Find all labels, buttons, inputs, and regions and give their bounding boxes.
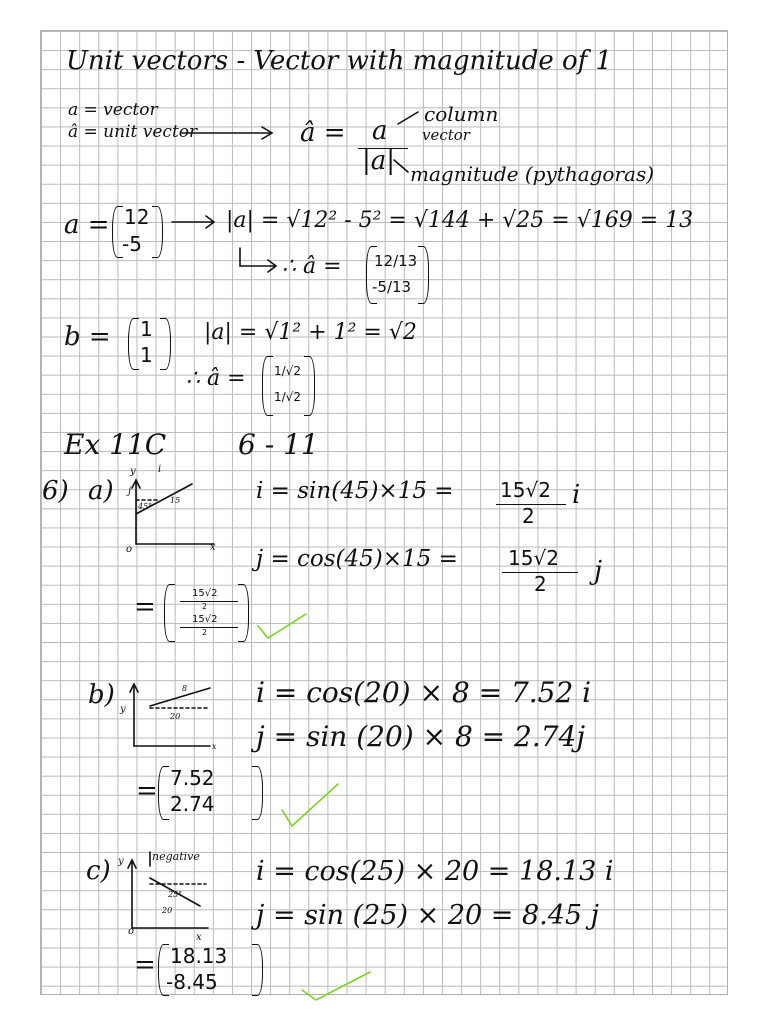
def-a: a = vector	[68, 100, 158, 120]
q6a-diagram-origin: o	[126, 544, 133, 555]
example-b-therefore: ∴ â =	[186, 366, 246, 391]
q6a-check-mark	[258, 614, 306, 638]
q6c-result-top: 18.13	[170, 944, 228, 968]
q6b-j-eq: j = sin (20) × 8 = 2.74j	[256, 720, 586, 753]
example-a-bottom: -5	[122, 232, 142, 256]
q6a-diagram-y: y	[130, 466, 136, 477]
q6a-diagram-x: x	[210, 542, 216, 553]
example-a-lhs: a =	[64, 210, 110, 240]
example-b-unit-bottom: 1/√2	[274, 390, 301, 404]
q6-number: 6)	[42, 476, 69, 506]
example-b-unit-top: 1/√2	[274, 364, 301, 378]
q6a-diagram-i: i	[158, 464, 162, 475]
q6b-result-top: 7.52	[170, 766, 215, 790]
exercise-heading: Ex 11C	[64, 428, 167, 461]
q6c-label: c)	[86, 856, 111, 886]
q6c-result-bot: -8.45	[166, 970, 218, 994]
magnitude-pointer	[394, 160, 408, 172]
example-a-hook-arrow	[240, 248, 276, 272]
q6c-diagram-y: y	[118, 856, 124, 867]
q6c-check-mark	[302, 972, 370, 1000]
note-column: column	[424, 102, 499, 126]
q6b-result-eq: =	[136, 776, 158, 806]
example-a-top: 12	[124, 205, 150, 229]
note-magnitude: magnitude (pythagoras)	[410, 162, 655, 186]
q6c-vector	[150, 878, 200, 906]
q6c-diagram-note: negative	[152, 850, 200, 863]
q6b-label: b)	[88, 680, 115, 710]
q6a-result-bot: 15√2	[192, 614, 218, 625]
q6c-diagram-angle: 25°	[168, 890, 183, 899]
q6a-j-den: 2	[534, 572, 547, 596]
q6c-diagram-x: x	[196, 932, 202, 943]
q6b-vector	[150, 688, 210, 706]
example-a-unit-bottom: -5/13	[372, 278, 412, 296]
example-b-lhs: b =	[64, 322, 111, 352]
q6c-i-eq: i = cos(25) × 20 = 18.13 i	[256, 856, 614, 887]
example-a-unit-top: 12/13	[374, 252, 418, 270]
exercise-range: 6 - 11	[238, 428, 319, 461]
q6a-i-unit: i	[572, 480, 581, 510]
q6b-y-axis	[130, 684, 138, 746]
q6a-diagram-j: j	[128, 486, 132, 497]
q6a-result-bot-den: 2	[202, 628, 208, 637]
q6b-diagram-angle: 20	[170, 712, 181, 721]
q6b-check-mark	[282, 784, 338, 826]
example-a-magnitude: |a| = √12² - 5² = √144 + √25 = √169 = 13	[226, 208, 694, 233]
q6b-i-eq: i = cos(20) × 8 = 7.52 i	[256, 676, 592, 709]
example-b-top: 1	[140, 317, 153, 341]
q6a-result-eq: =	[134, 592, 156, 622]
q6a-i-eq: i = sin(45)×15 =	[256, 478, 454, 504]
q6c-diagram-origin: o	[128, 926, 135, 937]
example-b-magnitude: |a| = √1² + 1² = √2	[204, 320, 417, 345]
q6a-i-num: 15√2	[500, 478, 551, 502]
q6b-diagram-y: y	[120, 704, 126, 715]
q6b-result-bot: 2.74	[170, 792, 215, 816]
page-title: Unit vectors - Vector with magnitude of 1	[66, 46, 613, 76]
def-formula-lhs: â =	[300, 118, 346, 148]
def-numerator: a	[372, 116, 388, 146]
q6a-result-top: 15√2	[192, 588, 218, 599]
column-pointer	[398, 112, 418, 124]
definition-arrow	[182, 127, 272, 139]
q6a-label: a)	[88, 476, 114, 506]
q6b-diagram-len: 8	[182, 684, 188, 693]
q6a-i-den: 2	[522, 504, 535, 528]
q6a-vector	[136, 484, 192, 514]
def-denominator: |a|	[362, 146, 396, 176]
q6a-result-top-den: 2	[202, 602, 208, 611]
example-a-therefore: ∴ â =	[282, 254, 342, 279]
example-a-arrow	[172, 216, 214, 228]
q6a-j-unit: j	[594, 556, 603, 586]
q6c-y-axis	[128, 860, 136, 928]
q6c-result-eq: =	[134, 950, 156, 980]
q6c-j-eq: j = sin (25) × 20 = 8.45 j	[256, 900, 600, 931]
q6a-diagram-angle: 45°	[138, 502, 153, 511]
note-vector: vector	[422, 126, 470, 144]
q6a-j-eq: j = cos(45)×15 =	[256, 546, 458, 572]
q6b-diagram-x: x	[212, 742, 217, 751]
q6a-j-num: 15√2	[508, 546, 559, 570]
q6c-diagram-len: 20	[162, 906, 173, 915]
q6a-diagram-len: 15	[170, 496, 181, 505]
def-ahat: â = unit vector	[68, 122, 198, 142]
example-b-bottom: 1	[140, 343, 153, 367]
